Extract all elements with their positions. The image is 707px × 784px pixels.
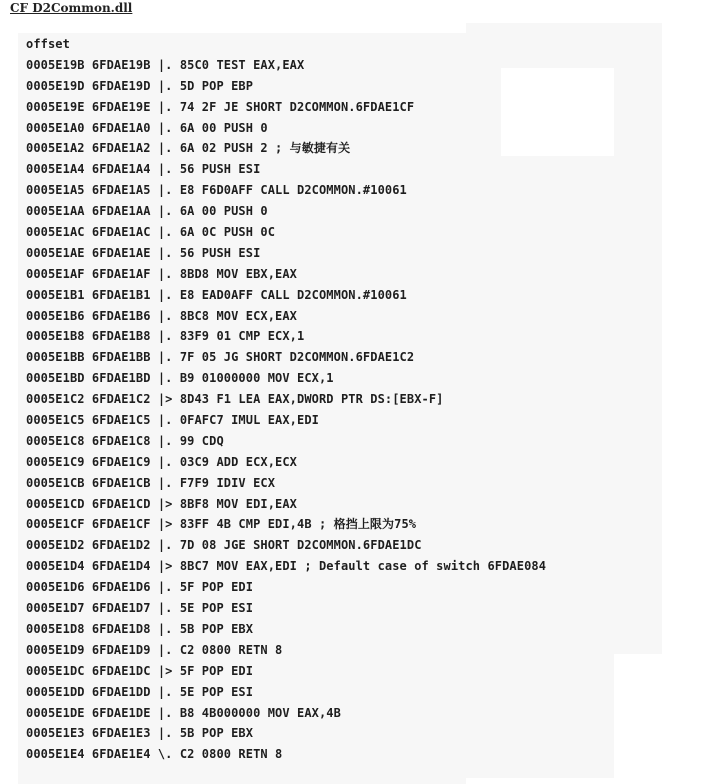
code-line: 0005E1D9 6FDAE1D9 |. C2 0800 RETN 8 xyxy=(26,642,283,657)
code-line: 0005E1BB 6FDAE1BB |. 7F 05 JG SHORT D2COMMON.6FDAE1C2 xyxy=(26,350,415,365)
code-line: 0005E1C5 6FDAE1C5 |. 0FAFC7 IMUL EAX,EDI xyxy=(26,413,319,428)
code-line: 0005E1A4 6FDAE1A4 |. 56 PUSH ESI xyxy=(26,162,261,177)
code-line: 0005E1AE 6FDAE1AE |. 56 PUSH ESI xyxy=(26,245,261,260)
code-line: 0005E1D7 6FDAE1D7 |. 5E POP ESI xyxy=(26,601,254,616)
code-line: 0005E1E3 6FDAE1E3 |. 5B POP EBX xyxy=(26,726,254,741)
code-line: 0005E1CD 6FDAE1CD |> 8BF8 MOV EDI,EAX xyxy=(26,496,298,511)
code-line: 0005E1B6 6FDAE1B6 |. 8BC8 MOV ECX,EAX xyxy=(26,308,298,323)
code-line: 0005E1AF 6FDAE1AF |. 8BD8 MOV EBX,EAX xyxy=(26,266,298,281)
code-line: 0005E1AA 6FDAE1AA |. 6A 00 PUSH 0 xyxy=(26,204,268,219)
code-line: 0005E1D6 6FDAE1D6 |. 5F POP EDI xyxy=(26,580,254,595)
code-line: 0005E1D2 6FDAE1D2 |. 7D 08 JGE SHORT D2COMMON.6FDAE1DC xyxy=(26,538,422,553)
code-line: 0005E1AC 6FDAE1AC |. 6A 0C PUSH 0C xyxy=(26,225,276,240)
code-line: 0005E1D8 6FDAE1D8 |. 5B POP EBX xyxy=(26,621,254,636)
code-line: 0005E19B 6FDAE19B |. 85C0 TEST EAX,EAX xyxy=(26,57,305,72)
code-line: 0005E1C2 6FDAE1C2 |> 8D43 F1 LEA EAX,DWORD PTR DS:[EBX-F] xyxy=(26,392,444,407)
code-line: 0005E1B8 6FDAE1B8 |. 83F9 01 CMP ECX,1 xyxy=(26,329,305,344)
code-line: 0005E1CF 6FDAE1CF |> 83FF 4B CMP EDI,4B ; 格挡上限为75% xyxy=(26,517,417,532)
code-line: 0005E1DD 6FDAE1DD |. 5E POP ESI xyxy=(26,684,254,699)
code-line: 0005E1C8 6FDAE1C8 |. 99 CDQ xyxy=(26,433,224,448)
code-line: 0005E1E4 6FDAE1E4 \. C2 0800 RETN 8 xyxy=(26,747,283,762)
disassembly-listing xyxy=(26,34,546,765)
code-line: 0005E19E 6FDAE19E |. 74 2F JE SHORT D2COMMON.6FDAE1CF xyxy=(26,99,415,114)
code-line: 0005E1CB 6FDAE1CB |. F7F9 IDIV ECX xyxy=(26,475,276,490)
code-line: 0005E1BD 6FDAE1BD |. B9 01000000 MOV ECX,1 xyxy=(26,371,334,386)
code-line: 0005E1D4 6FDAE1D4 |> 8BC7 MOV EAX,EDI ; Default case of switch 6FDAE084 xyxy=(26,559,547,574)
file-title-link[interactable]: CF D2Common.dll xyxy=(10,1,133,15)
code-panel-far-right xyxy=(614,68,662,654)
code-line: offset xyxy=(26,37,70,51)
code-line: 0005E19D 6FDAE19D |. 5D POP EBP xyxy=(26,78,254,93)
code-line: 0005E1A2 6FDAE1A2 |. 6A 02 PUSH 2 ; 与敏捷有关 xyxy=(26,141,351,156)
code-line: 0005E1B1 6FDAE1B1 |. E8 EAD0AFF CALL D2COMMON.#10061 xyxy=(26,287,407,302)
code-line: 0005E1DC 6FDAE1DC |> 5F POP EDI xyxy=(26,663,254,678)
code-line: 0005E1C9 6FDAE1C9 |. 03C9 ADD ECX,ECX xyxy=(26,454,298,469)
code-line: 0005E1DE 6FDAE1DE |. B8 4B000000 MOV EAX,4B xyxy=(26,705,341,720)
code-line: 0005E1A5 6FDAE1A5 |. E8 F6D0AFF CALL D2COMMON.#10061 xyxy=(26,183,407,198)
code-line: 0005E1A0 6FDAE1A0 |. 6A 00 PUSH 0 xyxy=(26,120,268,135)
